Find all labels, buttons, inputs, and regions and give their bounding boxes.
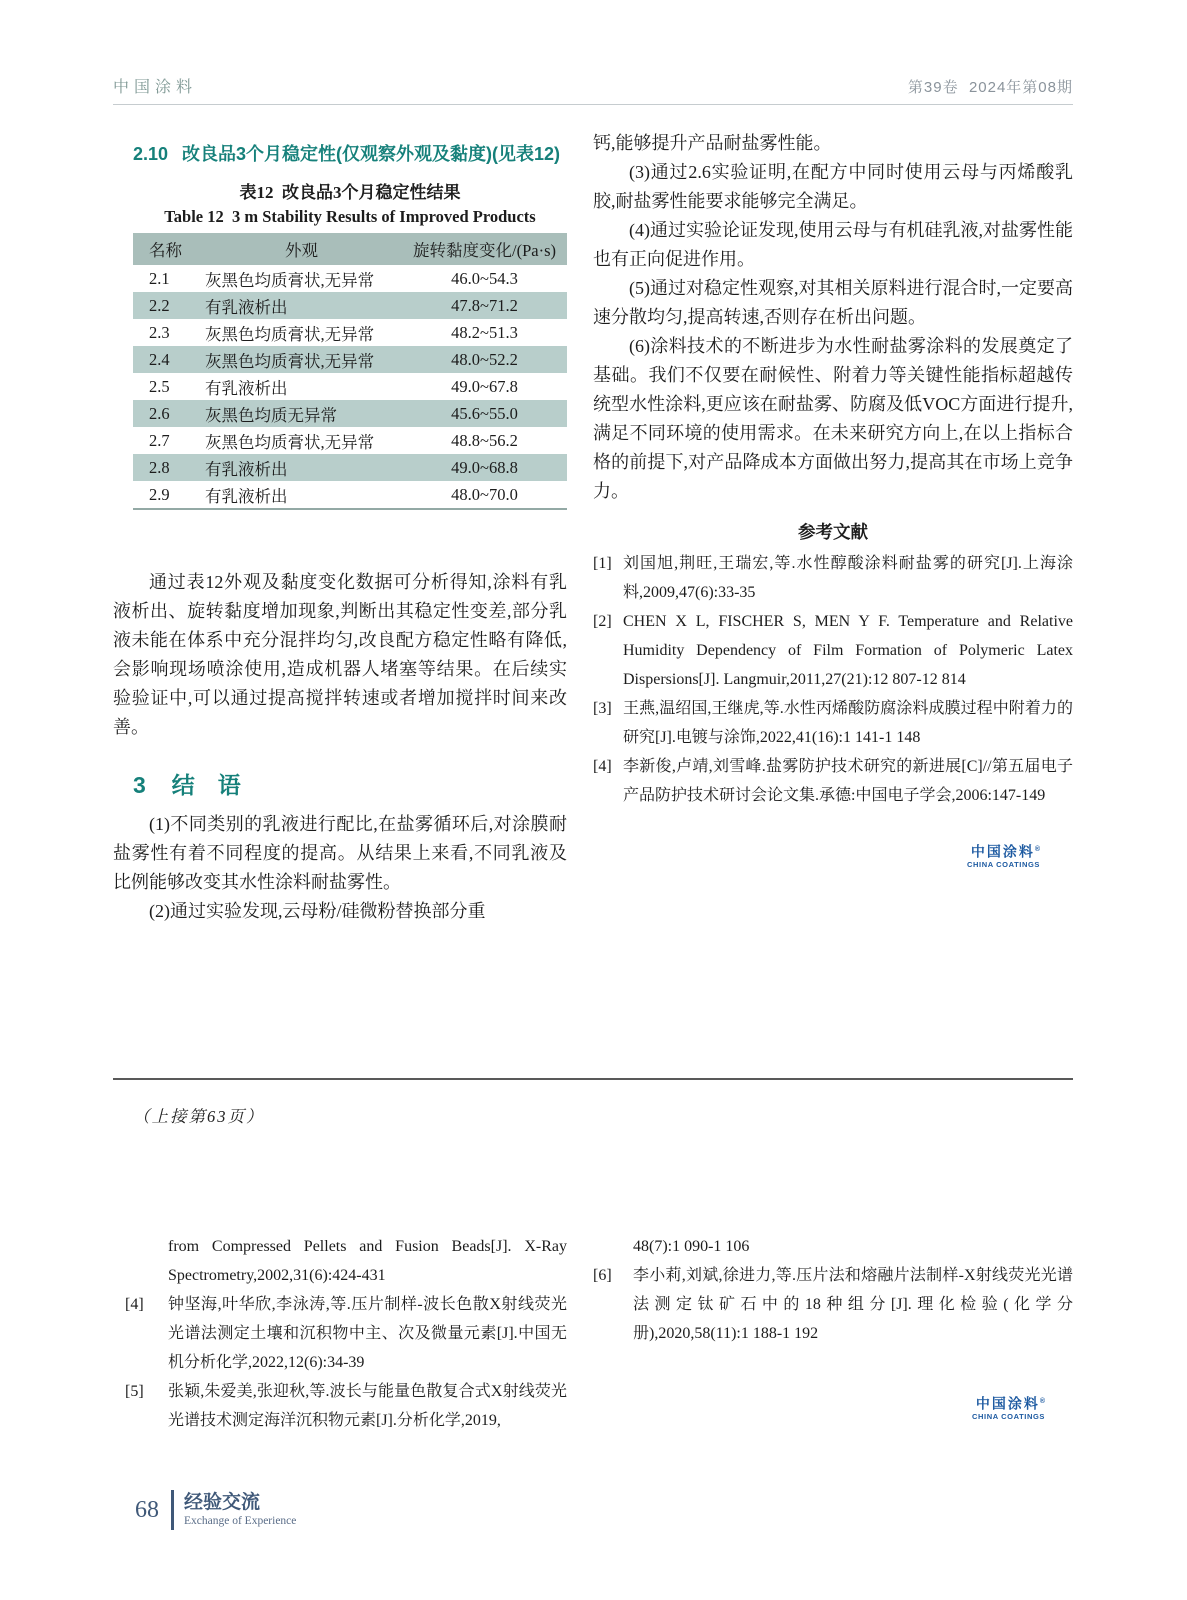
logo-text-zh: 中国涂料: [975, 1395, 1040, 1412]
cell-name: 2.5: [149, 376, 170, 396]
col-header-viscosity: 旋转黏度变化/(Pa·s): [402, 233, 567, 265]
registered-mark: ®: [1034, 846, 1040, 853]
page-number: 68: [135, 1497, 159, 1523]
table-header-row: [133, 233, 567, 265]
cell-appearance: 有乳液析出: [205, 297, 288, 317]
continued-refs-right: [593, 1232, 1073, 1435]
section-heading-2-10: [113, 138, 567, 171]
issue-info: 第39卷 2024年第08期: [907, 79, 1073, 96]
table-row: [133, 427, 567, 454]
reference-text: 王燕,温绍国,王继虎,等.水性丙烯酸防腐涂料成膜过程中附着力的研究[J].电镀与涂饰,2022,41(16):1 141-1 148: [623, 700, 1073, 746]
references-list: [593, 549, 1073, 810]
cell-appearance: 灰黑色均质无异常: [205, 405, 337, 425]
reference-number: [593, 1232, 633, 1261]
cell-name: 2.6: [149, 403, 170, 423]
stability-results-table: [133, 233, 567, 510]
cell-appearance: 有乳液析出: [205, 459, 288, 479]
reference-text: 李新俊,卢靖,刘雪峰.盐雾防护技术研究的新进展[C]//第五届电子产品防护技术研讨会论文集.承德:中国电子学会,2006:147-149: [623, 758, 1073, 804]
cell-appearance: 灰黑色均质膏状,无异常: [205, 432, 375, 452]
section-number: 3: [133, 772, 146, 798]
cell-viscosity: 49.0~67.8: [451, 376, 518, 396]
reference-number: [1]: [593, 555, 612, 572]
conclusion-3: (3)通过2.6实验证明,在配方中同时使用云母与丙烯酸乳胶,耐盐雾性能要求能够完全满足。: [593, 162, 1073, 211]
china-coatings-logo: [593, 842, 1073, 870]
section-heading-3: [113, 768, 567, 802]
section-name-en: Exchange of Experience: [184, 1514, 297, 1527]
cell-appearance: 灰黑色均质膏状,无异常: [205, 351, 375, 371]
section-number: 2.10: [133, 144, 169, 164]
china-coatings-logo: [593, 1394, 1073, 1422]
reference-item: [113, 1232, 567, 1290]
section-title: 结 语: [171, 772, 241, 798]
cell-name: 2.8: [149, 457, 170, 477]
logo-text-zh: 中国涂料: [970, 843, 1035, 860]
references-heading: 参考文献: [798, 522, 868, 542]
table-row: [133, 292, 567, 319]
cell-name: 2.7: [149, 430, 170, 450]
table-row: [133, 346, 567, 373]
cell-viscosity: 46.0~54.3: [451, 268, 518, 288]
reference-text: 张颖,朱爱美,张迎秋,等.波长与能量色散复合式X射线荧光光谱技术测定海洋沉积物元素[J].分析化学,2019,: [168, 1383, 567, 1429]
reference-number: [6]: [593, 1267, 612, 1284]
conclusion-1: (1)不同类别的乳液进行配比,在盐雾循环后,对涂膜耐盐雾性有着不同程度的提高。从结果上来看,不同乳液及比例能够改变其水性涂料耐盐雾性。: [113, 814, 567, 892]
reference-number: [2]: [593, 613, 612, 630]
reference-item: [593, 549, 1073, 607]
cell-appearance: 灰黑色均质膏状,无异常: [205, 270, 375, 290]
reference-item: [593, 1261, 1073, 1348]
cell-viscosity: 47.8~71.2: [451, 295, 518, 315]
reference-item: [593, 694, 1073, 752]
logo-text-en: CHINA COATINGS: [967, 859, 1040, 869]
table-head: [133, 233, 567, 265]
cell-name: 2.9: [149, 484, 170, 504]
reference-item: [593, 607, 1073, 694]
table-body: [133, 265, 567, 509]
main-columns: [113, 129, 1073, 926]
reference-text: CHEN X L, FISCHER S, MEN Y F. Temperature and Relative Humidity Dependency of Film Formation of Polymeric Latex Dispersions[J]. Langmuir,2011,27(21):12 807-12 814: [623, 613, 1073, 688]
table-block: [133, 181, 567, 510]
reference-number: [3]: [593, 700, 612, 717]
reference-number: [125, 1232, 168, 1290]
cell-viscosity: 48.2~51.3: [451, 322, 518, 342]
table-row: [133, 265, 567, 292]
col-header-name: 名称: [133, 233, 201, 265]
reference-text: 48(7):1 090-1 106: [633, 1238, 750, 1255]
footer-divider-bar: [171, 1490, 174, 1530]
section-title: 改良品3个月稳定性(仅观察外观及黏度)(见表12): [182, 144, 561, 164]
continued-references: [113, 1232, 1073, 1435]
table-row: [133, 454, 567, 481]
reference-text: 钟坚海,叶华欣,李泳涛,等.压片制样-波长色散X射线荧光光谱法测定土壤和沉积物中主、次及微量元素[J].中国无机分析化学,2022,12(6):34-39: [168, 1296, 567, 1371]
registered-mark: ®: [1039, 1398, 1045, 1405]
reference-number: [5]: [125, 1383, 144, 1400]
reference-item: [593, 1232, 1073, 1261]
cell-viscosity: 48.0~70.0: [451, 484, 518, 504]
reference-text: 刘国旭,荆旺,王瑞宏,等.水性醇酸涂料耐盐雾的研究[J].上海涂料,2009,47(6):33-35: [623, 555, 1073, 601]
continued-refs-left: [113, 1232, 567, 1435]
journal-name: 中国涂料: [113, 79, 198, 96]
cell-viscosity: 48.8~56.2: [451, 430, 518, 450]
cell-name: 2.3: [149, 322, 170, 342]
cell-appearance: 有乳液析出: [205, 378, 288, 398]
cell-appearance: 有乳液析出: [205, 486, 288, 506]
reference-number: [4]: [593, 758, 612, 775]
reference-item: [113, 1377, 567, 1435]
section-name-zh: 经验交流: [184, 1491, 261, 1513]
logo-text-en: CHINA COATINGS: [972, 1411, 1045, 1421]
cell-viscosity: 45.6~55.0: [451, 403, 518, 423]
section-divider: [113, 1078, 1073, 1080]
cell-name: 2.4: [149, 349, 170, 369]
analysis-paragraph: 通过表12外观及黏度变化数据可分析得知,涂料有乳液析出、旋转黏度增加现象,判断出其稳定性变差,部分乳液未能在体系中充分混拌均匀,改良配方稳定性略有降低,会影响现场喷涂使用,造成机器人堵塞等结果。在后续实验验证中,可以通过提高搅拌转速或者增加搅拌时间来改善。: [113, 572, 567, 737]
conclusion-5: (5)通过对稳定性观察,对其相关原料进行混合时,一定要高速分散均匀,提高转速,否则存在析出问题。: [593, 278, 1073, 327]
reference-number: [4]: [125, 1296, 144, 1313]
table-caption-zh: 表12 改良品3个月稳定性结果: [239, 183, 461, 202]
cell-viscosity: 49.0~68.8: [451, 457, 518, 477]
cell-appearance: 灰黑色均质膏状,无异常: [205, 324, 375, 344]
continued-from-note: （上接第63页）: [133, 1107, 265, 1126]
cell-name: 2.2: [149, 295, 170, 315]
reference-text: from Compressed Pellets and Fusion Beads[J]. X-Ray Spectrometry,2002,31(6):424-431: [168, 1238, 567, 1284]
right-column: [593, 129, 1073, 926]
reference-item: [593, 752, 1073, 810]
cell-name: 2.1: [149, 268, 170, 288]
table-row: [133, 373, 567, 400]
conclusion-2: (2)通过实验发现,云母粉/硅微粉替换部分重: [149, 901, 486, 921]
table-row: [133, 481, 567, 509]
running-head: [113, 74, 1073, 105]
table-row: [133, 319, 567, 346]
reference-item: [113, 1290, 567, 1377]
table-row: [133, 400, 567, 427]
conclusion-4: (4)通过实验论证发现,使用云母与有机硅乳液,对盐雾性能也有正向促进作用。: [593, 220, 1073, 269]
table-caption-en: Table 12 3 m Stability Results of Improved Products: [164, 207, 536, 226]
continuation-text: 钙,能够提升产品耐盐雾性能。: [593, 133, 832, 153]
page-footer: [135, 1490, 296, 1530]
col-header-appearance: 外观: [201, 233, 402, 265]
cell-viscosity: 48.0~52.2: [451, 349, 518, 369]
conclusion-6: (6)涂料技术的不断进步为水性耐盐雾涂料的发展奠定了基础。我们不仅要在耐候性、附着力等关键性能指标超越传统型水性涂料,更应该在耐盐雾、防腐及低VOC方面进行提升,满足不同环境的使用需求。在未来研究方向上,在以上指标合格的前提下,对产品降成本方面做出努力,提高其在市场上竞争力。: [593, 336, 1073, 501]
reference-text: 李小莉,刘斌,徐进力,等.压片法和熔融片法制样-X射线荧光光谱法测定钛矿石中的18种组分[J].理化检验(化学分册),2020,58(11):1 188-1 192: [633, 1267, 1073, 1342]
left-column: [113, 129, 567, 926]
